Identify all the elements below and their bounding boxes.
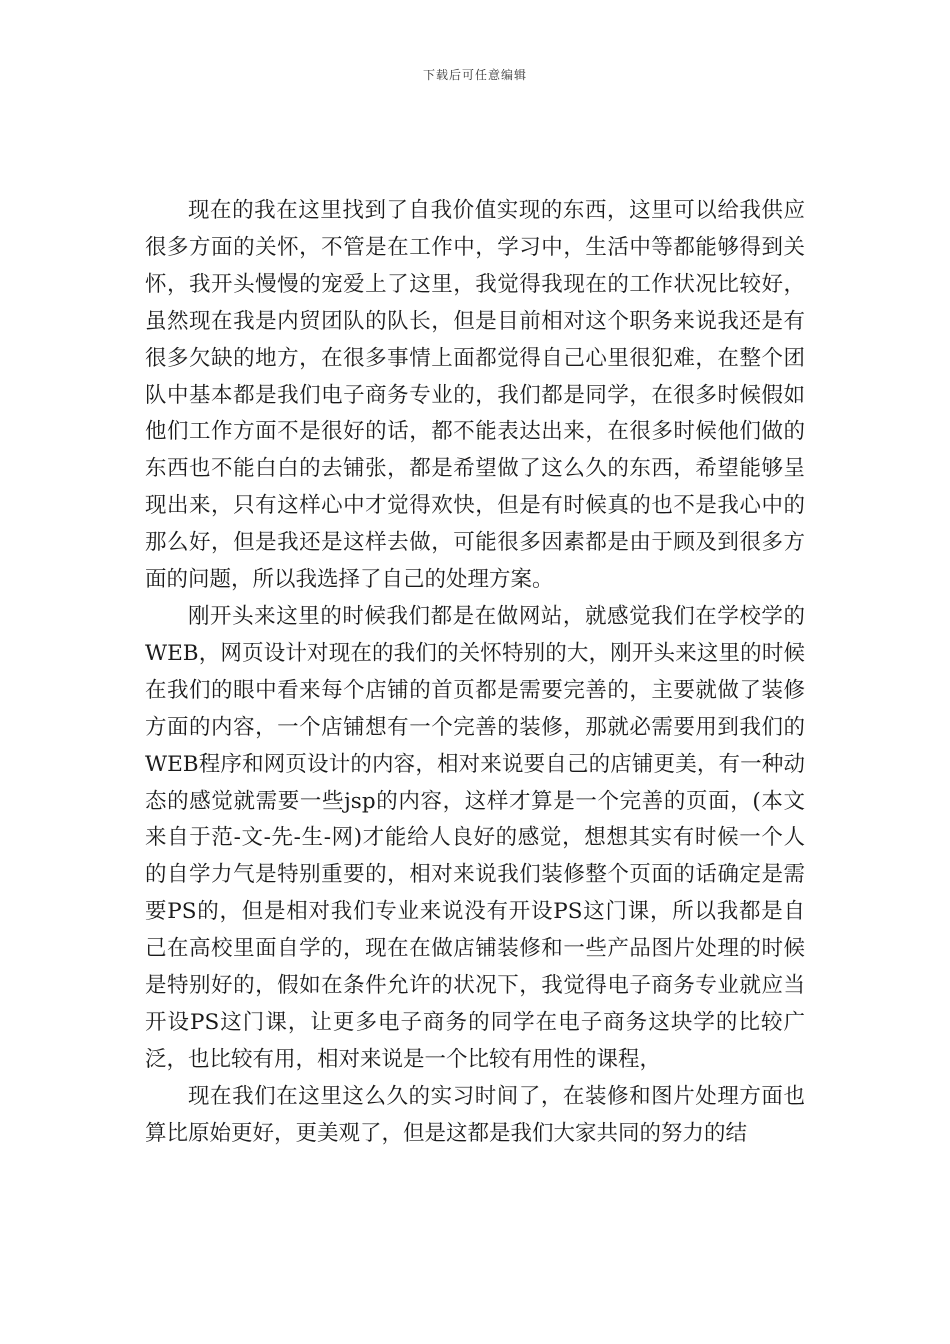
paragraph-2: 刚开头来这里的时候我们都是在做网站，就感觉我们在学校学的WEB，网页设计对现在的我们的关怀特别的大，刚开头来这里的时候在我们的眼中看来每个店铺的首页都是需要完善的，主要就做了装修方面的内容，一个店铺想有一个完善的装修，那就必需要用到我们的WEB程序和网页设计的内容，相对来说要自己的店铺更美，有一种动态的感觉就需要一些jsp的内容，这样才算是一个完善的页面，(本文来自于范-文-先-生-网)才能给人良好的感觉，想想其实有时候一个人的自学力气是特别重要的，相对来说我们装修整个页面的话确定是需要PS的，但是相对我们专业来说没有开设PS这门课，所以我都是自己在高校里面自学的，现在在做店铺装修和一些产品图片处理的时候是特别好的，假如在条件允许的状况下，我觉得电子商务专业就应当开设PS这门课，让更多电子商务的同学在电子商务这块学的比较广泛，也比较有用，相对来说是一个比较有用性的课程， — [145, 603, 805, 1072]
document-body — [145, 193, 805, 1153]
paragraph-1: 现在的我在这里找到了自我价值实现的东西，这里可以给我供应很多方面的关怀，不管是在工作中，学习中，生活中等都能够得到关怀，我开头慢慢的宠爱上了这里，我觉得我现在的工作状况比较好，虽然现在我是内贸团队的队长，但是目前相对这个职务来说我还是有很多欠缺的地方，在很多事情上面都觉得自己心里很犯难，在整个团队中基本都是我们电子商务专业的，我们都是同学，在很多时候假如他们工作方面不是很好的话，都不能表达出来，在很多时候他们做的东西也不能白白的去铺张，都是希望做了这么久的东西，希望能够呈现出来，只有这样心中才觉得欢快，但是有时候真的也不是我心中的那么好，但是我还是这样去做，可能很多因素都是由于顾及到很多方面的问题，所以我选择了自己的处理方案。 — [145, 198, 805, 593]
page-header: 下载后可任意编辑 — [422, 68, 527, 82]
paragraph-3: 现在我们在这里这么久的实习时间了，在装修和图片处理方面也算比原始更好，更美观了，但是这都是我们大家共同的努力的结 — [145, 1083, 805, 1146]
